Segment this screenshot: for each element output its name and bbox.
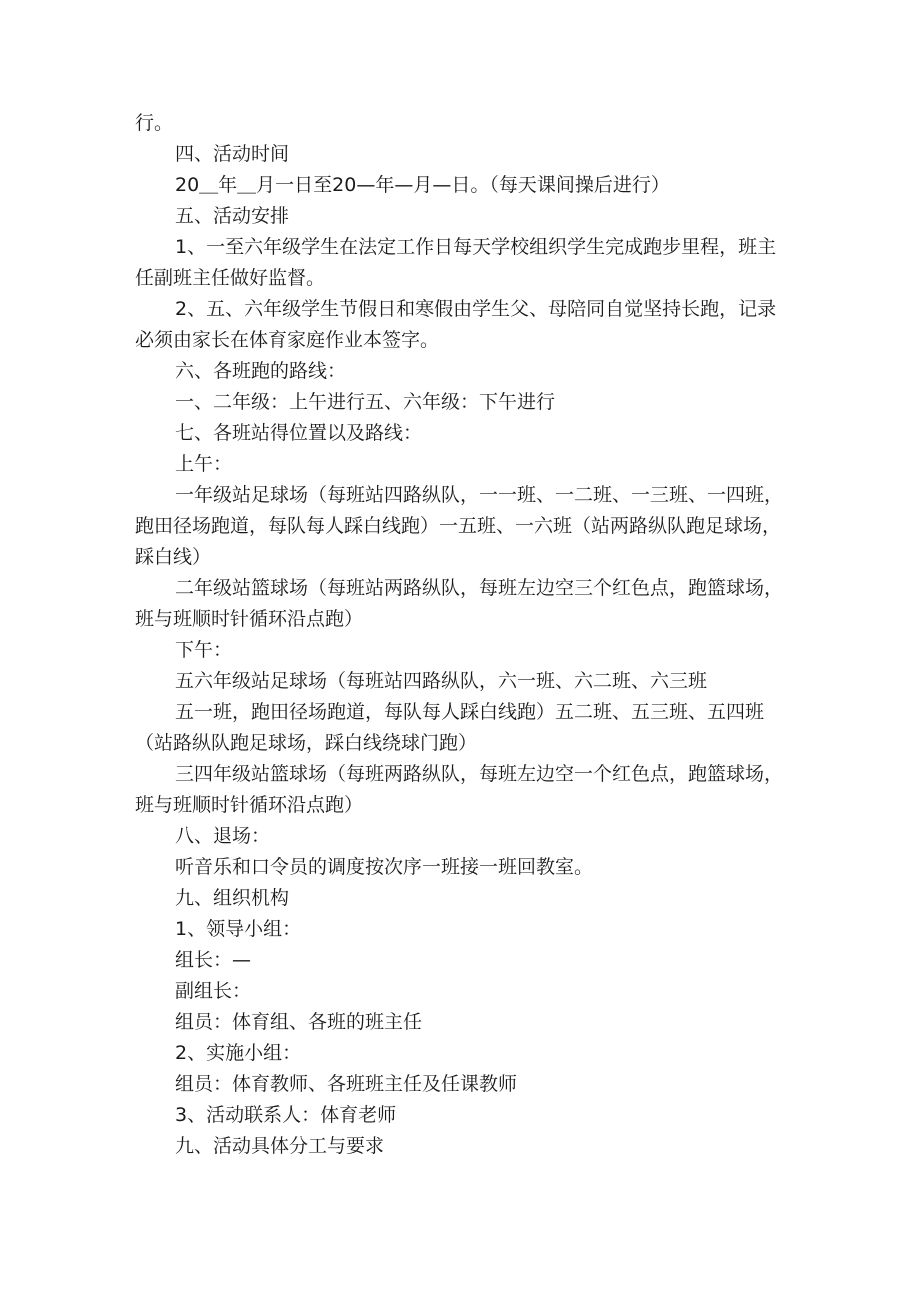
paragraph-arrangement-1: 1、一至六年级学生在法定工作日每天学校组织学生完成跑步里程，班主任副班主任做好监督。 (135, 236, 777, 289)
paragraph-grade-five-six: 五六年级站足球场（每班站四路纵队，六一班、六二班、六三班 (175, 670, 708, 692)
label-implementation-members: 组员：体育教师、各班班主任及任课教师 (175, 1073, 518, 1095)
document-body (135, 108, 795, 1162)
heading-routes: 六、各班跑的路线： (175, 360, 347, 382)
heading-activity-arrangement: 五、活动安排 (175, 205, 290, 227)
label-group-leader: 组长：— (175, 949, 252, 971)
heading-activity-time: 四、活动时间 (175, 143, 290, 165)
heading-organization: 九、组织机构 (175, 887, 290, 909)
label-contact-person: 3、活动联系人：体育老师 (175, 1104, 397, 1126)
paragraph-route-schedule: 一、二年级：上午进行五、六年级：下午进行 (175, 391, 556, 413)
label-group-members: 组员：体育组、各班的班主任 (175, 1011, 423, 1033)
paragraph-grade-two: 二年级站篮球场（每班站两路纵队，每班左边空三个红色点，跑篮球场，班与班顺时针循环沿点跑） (135, 577, 784, 630)
label-afternoon: 下午： (175, 639, 233, 661)
heading-positions: 七、各班站得位置以及路线： (175, 422, 423, 444)
label-morning: 上午： (175, 453, 233, 475)
paragraph-grade-three-four: 三四年级站篮球场（每班两路纵队，每班左边空一个红色点，跑篮球场，班与班顺时针循环沿点跑） (135, 763, 784, 816)
label-leadership-group: 1、领导小组： (175, 918, 302, 940)
paragraph-exit-instructions: 听音乐和口令员的调度按次序一班接一班回教室。 (175, 856, 594, 878)
heading-division-of-work: 九、活动具体分工与要求 (175, 1135, 385, 1157)
label-implementation-group: 2、实施小组： (175, 1042, 302, 1064)
heading-exit: 八、退场： (175, 825, 271, 847)
label-deputy-leader: 副组长： (175, 980, 252, 1002)
paragraph-date-range: 20＿年＿月一日至20—年—月—日。（每天课间操后进行） (175, 174, 670, 196)
paragraph-grade-one: 一年级站足球场（每班站四路纵队，一一班、一二班、一三班、一四班，跑田径场跑道，每队每人踩白线跑）一五班、一六班（站两路纵队跑足球场，踩白线） (135, 484, 784, 568)
paragraph-arrangement-2: 2、五、六年级学生节假日和寒假由学生父、母陪同自觉坚持长跑，记录必须由家长在体育家庭作业本签字。 (135, 298, 777, 351)
paragraph-continuation: 行。 (135, 112, 174, 134)
paragraph-grade-five-classes: 五一班，跑田径场跑道，每队每人踩白线跑）五二班、五三班、五四班（站路纵队跑足球场，踩白线绕球门跑） (135, 701, 765, 754)
